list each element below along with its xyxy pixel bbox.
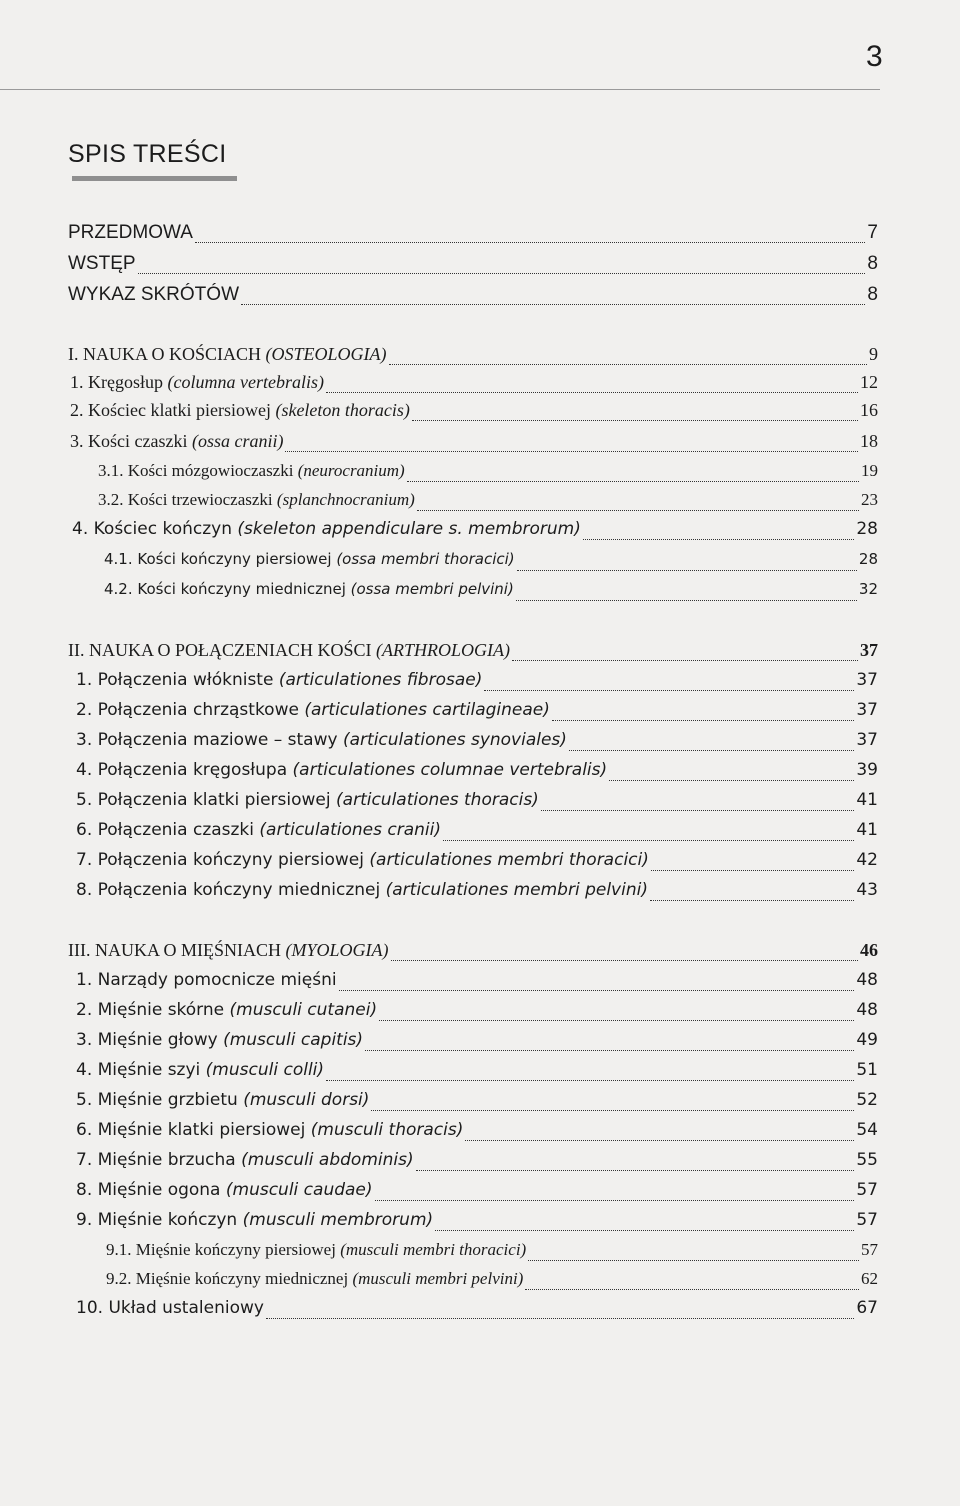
toc-entry: 7. Mięśnie brzucha (musculi abdominis) 55 [76, 1150, 878, 1170]
toc-entry: 7. Połączenia kończyny piersiowej (articulationes membri thoracici) 42 [76, 850, 878, 870]
toc-entry: 2. Mięśnie skórne (musculi cutanei) 48 [76, 1000, 878, 1020]
toc-entry: 3.1. Kości mózgowioczaszki (neurocranium) 19 [98, 461, 878, 480]
toc-entry: WSTĘP 8 [68, 253, 878, 274]
toc-entry: 10. Układ ustaleniowy 67 [76, 1298, 878, 1318]
toc-section-heading: III. NAUKA O MIĘŚNIACH (MYOLOGIA) 46 [68, 940, 878, 960]
toc-entry: 4. Połączenia kręgosłupa (articulationes columnae vertebralis) 39 [76, 760, 878, 780]
toc-section-heading: II. NAUKA O POŁĄCZENIACH KOŚCI (ARTHROLOGIA) 37 [68, 640, 878, 660]
toc-section-heading: I. NAUKA O KOŚCIACH (OSTEOLOGIA) 9 [68, 344, 878, 364]
toc-entry: 1. Połączenia włókniste (articulationes fibrosae) 37 [76, 670, 878, 690]
toc-entry: 9. Mięśnie kończyn (musculi membrorum) 57 [76, 1210, 878, 1230]
toc-entry: 4. Mięśnie szyi (musculi colli) 51 [76, 1060, 878, 1080]
toc-entry: 6. Połączenia czaszki (articulationes cranii) 41 [76, 820, 878, 840]
toc-entry: 3. Kości czaszki (ossa cranii) 18 [70, 431, 878, 451]
toc-entry: 4. Kościec kończyn (skeleton appendiculare s. membrorum) 28 [72, 519, 878, 539]
toc-entry: 6. Mięśnie klatki piersiowej (musculi thoracis) 54 [76, 1120, 878, 1140]
toc-entry: 4.1. Kości kończyny piersiowej (ossa membri thoracici) 28 [0, 550, 960, 578]
header-rule [0, 89, 880, 90]
page-title: SPIS TREŚCI [68, 140, 227, 168]
toc-entry: 8. Mięśnie ogona (musculi caudae) 57 [76, 1180, 878, 1200]
toc-entry: 5. Połączenia klatki piersiowej (articulationes thoracis) 41 [76, 790, 878, 810]
toc-entry: 8. Połączenia kończyny miednicznej (articulationes membri pelvini) 43 [76, 880, 878, 900]
toc-entry: 9.1. Mięśnie kończyny piersiowej (musculi membri thoracici) 57 [106, 1240, 878, 1259]
title-underline [72, 176, 237, 181]
toc-entry: 1. Kręgosłup (columna vertebralis) 12 [70, 372, 878, 392]
toc-entry: 1. Narządy pomocnicze mięśni 48 [76, 970, 878, 990]
toc-entry: WYKAZ SKRÓTÓW 8 [68, 284, 878, 305]
toc-entry: PRZEDMOWA 7 [68, 222, 878, 243]
toc-entry: 3. Mięśnie głowy (musculi capitis) 49 [76, 1030, 878, 1050]
toc-entry: 5. Mięśnie grzbietu (musculi dorsi) 52 [76, 1090, 878, 1110]
toc-entry: 3.2. Kości trzewioczaszki (splanchnocranium) 23 [98, 490, 878, 509]
toc-entry: 3. Połączenia maziowe – stawy (articulationes synoviales) 37 [76, 730, 878, 750]
page-number: 3 [866, 40, 883, 73]
toc-entry: 4.2. Kości kończyny miednicznej (ossa membri pelvini) 32 [0, 580, 960, 608]
toc-entry: 9.2. Mięśnie kończyny miednicznej (musculi membri pelvini) 62 [106, 1269, 878, 1288]
toc-entry: 2. Kościec klatki piersiowej (skeleton thoracis) 16 [70, 400, 878, 420]
toc-entry: 2. Połączenia chrząstkowe (articulationes cartilagineae) 37 [76, 700, 878, 720]
